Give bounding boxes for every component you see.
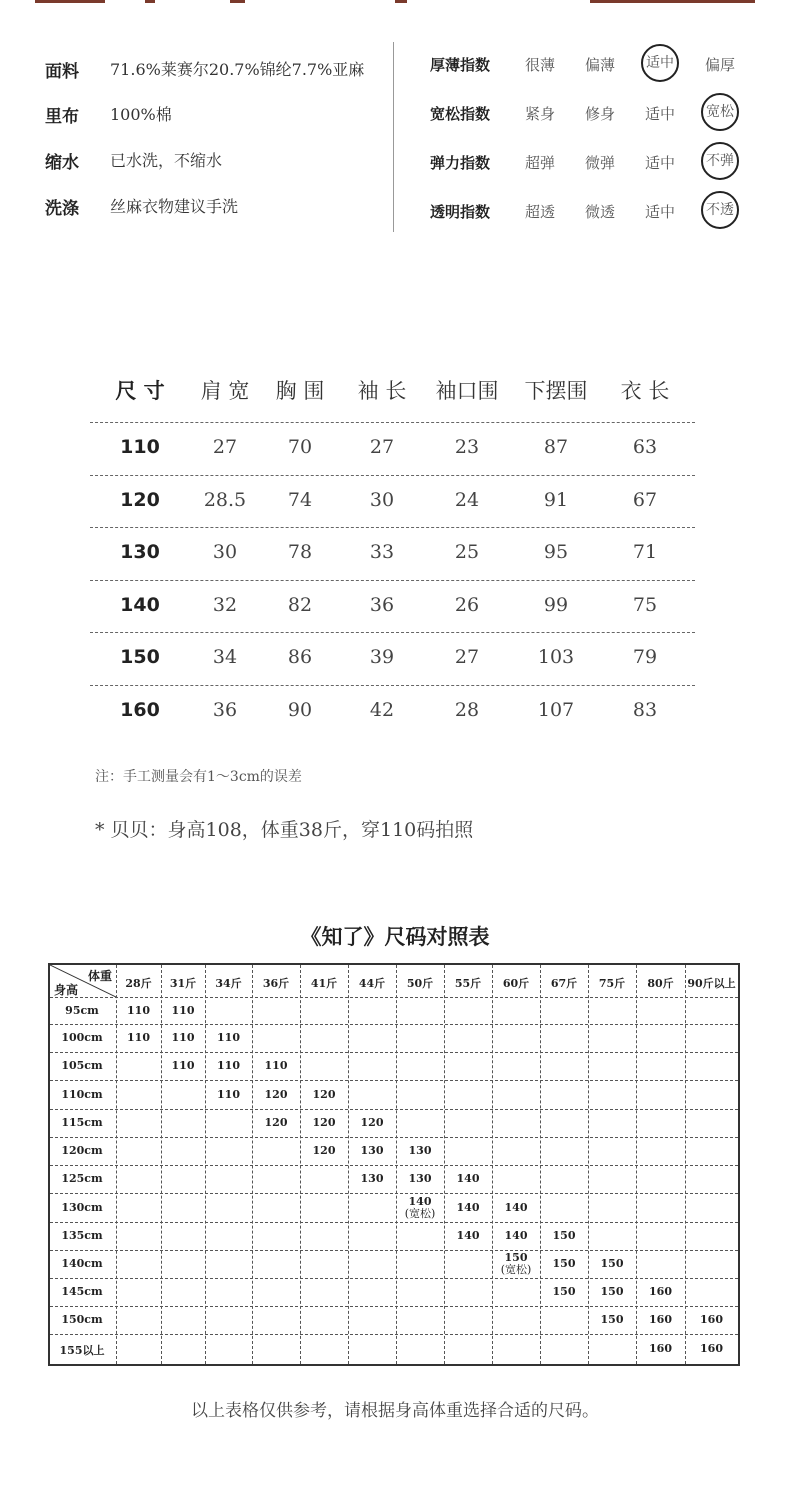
size-recommendation-cell: 130 — [408, 1172, 432, 1185]
size-recommendation-cell: 120 — [312, 1116, 336, 1129]
grid-row-line — [50, 1334, 738, 1335]
index-option: 微弹 — [584, 154, 615, 172]
size-recommendation-cell: 160 — [700, 1342, 723, 1355]
size-table-row — [90, 422, 695, 474]
height-label: 155以上 — [59, 1344, 105, 1357]
size-recommendation-cell: 160 — [700, 1313, 723, 1326]
index-option-selected: 适中 — [641, 44, 679, 82]
size-cell: 107 — [537, 698, 575, 721]
size-recommendation-cell: 150 — [552, 1257, 576, 1270]
size-cell: 140 — [120, 593, 160, 616]
size-recommendation-cell: 120 — [360, 1116, 384, 1129]
size-table-header: 袖口围 — [435, 379, 499, 403]
size-table-row — [90, 580, 695, 632]
size-recommendation-cell: 140 — [456, 1200, 480, 1214]
weight-header: 55斤 — [454, 977, 482, 990]
grid-row-line — [50, 1024, 738, 1025]
height-label: 95cm — [65, 1003, 99, 1017]
size-cell: 30 — [212, 541, 238, 563]
size-recommendation-cell: 110 — [127, 1003, 150, 1017]
index-option: 紧身 — [524, 105, 555, 123]
weight-header: 28斤 — [125, 977, 152, 990]
index-label: 透明指数 — [430, 203, 491, 221]
size-cell: 34 — [212, 646, 238, 668]
fabric-value: 100%棉 — [110, 105, 172, 124]
index-option: 适中 — [644, 105, 675, 123]
weight-header: 60斤 — [502, 977, 530, 990]
size-recommendation-cell: 120 — [312, 1144, 336, 1157]
grid-row-line — [50, 1052, 738, 1053]
size-cell: 160 — [120, 698, 160, 721]
index-option: 偏厚 — [704, 56, 735, 74]
size-cell: 83 — [632, 698, 658, 721]
size-cell: 70 — [287, 436, 313, 458]
fabric-value: 71.6%莱赛尔20.7%锦纶7.7%亚麻 — [110, 60, 365, 79]
index-row — [430, 50, 750, 80]
index-option-selected: 宽松 — [701, 93, 739, 131]
index-option: 修身 — [584, 105, 615, 123]
top-accent-bar — [0, 0, 790, 4]
size-table-header: 衣 长 — [620, 379, 670, 403]
index-label: 厚薄指数 — [430, 56, 491, 74]
footer-note: 以上表格仅供参考，请根据身高体重选择合适的尺码。 — [191, 1401, 599, 1421]
size-cell: 150 — [120, 646, 160, 668]
corner-height-label: 身高 — [54, 983, 79, 997]
size-cell: 26 — [454, 593, 480, 616]
grid-row-line — [50, 1165, 738, 1166]
grid-row-line — [50, 1306, 738, 1307]
size-cell: 36 — [212, 698, 238, 721]
size-recommendation-cell: 110 — [171, 1031, 195, 1044]
grid-row-line — [50, 1222, 738, 1223]
size-table-row — [90, 527, 695, 579]
size-cell: 27 — [369, 436, 395, 458]
height-label: 145cm — [61, 1285, 103, 1298]
grid-row-line — [50, 1109, 738, 1110]
grid-row-line — [50, 1137, 738, 1138]
size-cell: 27 — [212, 436, 238, 458]
size-cell: 39 — [369, 646, 395, 668]
size-cell: 42 — [369, 698, 395, 721]
size-cell: 23 — [454, 436, 480, 458]
grid-row-line — [50, 1193, 738, 1194]
size-cell: 78 — [287, 541, 313, 563]
index-option-selected: 不弹 — [701, 142, 739, 180]
size-table-header: 袖 长 — [357, 379, 407, 403]
size-recommendation-cell: 150 — [552, 1285, 576, 1298]
size-cell: 36 — [369, 593, 395, 616]
weight-header: 75斤 — [598, 977, 626, 990]
fabric-label: 里布 — [45, 107, 79, 127]
size-cell: 95 — [543, 541, 569, 563]
index-row — [430, 99, 750, 129]
grid-row-line — [50, 997, 738, 998]
size-recommendation-cell: 140 (宽松) — [404, 1194, 436, 1220]
size-cell: 33 — [369, 541, 395, 563]
size-cell: 99 — [543, 593, 569, 616]
weight-header: 90斤以上 — [687, 977, 736, 990]
size-table-header: 下摆围 — [524, 379, 588, 403]
size-table-header: 胸 围 — [275, 379, 325, 403]
index-option: 适中 — [644, 203, 675, 221]
size-table-row — [90, 632, 695, 684]
size-cell: 28 — [454, 698, 480, 721]
index-option-selected: 不透 — [701, 191, 739, 229]
size-cell: 87 — [543, 436, 569, 458]
weight-header: 44斤 — [358, 977, 386, 990]
weight-header: 67斤 — [550, 977, 578, 990]
size-recommendation-cell: 150 — [600, 1257, 624, 1270]
size-recommendation-cell: 110 — [171, 1059, 195, 1072]
size-recommendation-cell: 160 — [649, 1342, 672, 1355]
index-option: 适中 — [644, 154, 675, 172]
index-row — [430, 148, 750, 178]
size-table-header: 肩 宽 — [200, 379, 250, 403]
size-recommendation-cell: 110 — [217, 1031, 240, 1044]
index-option: 很薄 — [524, 56, 555, 74]
size-recommendation-cell: 120 — [264, 1116, 288, 1129]
size-recommendation-cell: 140 — [456, 1172, 480, 1185]
index-option: 超透 — [524, 203, 555, 221]
size-cell: 74 — [287, 488, 313, 511]
size-cell: 27 — [454, 646, 480, 668]
size-recommendation-cell: 120 — [264, 1087, 288, 1101]
fabric-value: 已水洗，不缩水 — [110, 151, 223, 170]
corner-weight-label: 体重 — [88, 969, 113, 983]
size-cell: 30 — [369, 488, 395, 511]
size-recommendation-cell: 150 — [552, 1229, 576, 1242]
size-cell: 71 — [632, 541, 658, 563]
index-row — [430, 197, 750, 227]
size-cell: 24 — [454, 488, 480, 511]
height-label: 100cm — [61, 1031, 103, 1044]
weight-header: 36斤 — [262, 977, 290, 990]
size-table-row — [90, 685, 695, 737]
size-recommendation-cell: 120 — [312, 1087, 336, 1101]
height-label: 140cm — [61, 1257, 103, 1270]
height-label: 120cm — [61, 1144, 103, 1157]
height-label: 110cm — [61, 1087, 103, 1101]
weight-header: 80斤 — [647, 977, 674, 990]
size-recommendation-cell: 130 — [408, 1144, 432, 1157]
index-option: 超弹 — [524, 154, 555, 172]
weight-header: 41斤 — [310, 977, 338, 990]
measurement-note: 注：手工测量会有1～3cm的误差 — [95, 769, 302, 785]
size-recommendation-cell: 160 — [649, 1285, 672, 1298]
size-recommendation-cell: 140 — [504, 1200, 528, 1214]
size-cell: 130 — [120, 541, 160, 563]
weight-header: 31斤 — [169, 977, 197, 990]
size-cell: 32 — [212, 593, 238, 616]
size-cell: 103 — [537, 646, 575, 668]
height-label: 105cm — [61, 1059, 103, 1072]
conversion-title: 《知了》尺码对照表 — [300, 924, 490, 949]
size-recommendation-cell: 130 — [360, 1172, 384, 1185]
size-recommendation-cell: 140 — [504, 1229, 528, 1242]
size-recommendation-cell: 110 — [217, 1087, 240, 1101]
fabric-label: 洗涤 — [45, 199, 79, 219]
grid-row-line — [50, 1278, 738, 1279]
size-recommendation-cell: 140 — [456, 1229, 480, 1242]
size-table-header: 尺 寸 — [115, 378, 165, 403]
size-recommendation-cell: 110 — [127, 1031, 150, 1044]
size-cell: 90 — [287, 698, 313, 721]
index-option: 偏薄 — [584, 56, 615, 74]
weight-header: 34斤 — [215, 977, 242, 990]
height-label: 130cm — [61, 1200, 103, 1214]
height-label: 150cm — [61, 1313, 103, 1326]
size-cell: 120 — [120, 488, 160, 511]
model-info: * 贝贝：身高108，体重38斤，穿110码拍照 — [95, 819, 474, 841]
conversion-table — [48, 963, 740, 1366]
index-option: 微透 — [584, 203, 615, 221]
section-divider — [393, 42, 394, 232]
size-recommendation-cell: 150 — [600, 1313, 624, 1326]
size-cell: 91 — [543, 488, 569, 511]
weight-header: 50斤 — [406, 977, 434, 990]
size-recommendation-cell: 110 — [264, 1059, 288, 1072]
size-cell: 79 — [632, 646, 658, 668]
size-recommendation-cell: 110 — [217, 1059, 240, 1072]
fabric-label: 缩水 — [45, 153, 79, 173]
size-recommendation-cell: 110 — [171, 1003, 195, 1017]
size-cell: 86 — [287, 646, 313, 668]
size-recommendation-cell: 150 — [600, 1285, 624, 1298]
size-recommendation-cell: 160 — [649, 1313, 672, 1326]
fabric-value: 丝麻衣物建议手洗 — [110, 197, 239, 216]
grid-row-line — [50, 1250, 738, 1251]
size-cell: 63 — [632, 436, 658, 458]
index-label: 宽松指数 — [430, 105, 491, 123]
size-cell: 82 — [287, 593, 313, 616]
index-label: 弹力指数 — [430, 154, 491, 172]
size-cell: 25 — [454, 541, 480, 563]
size-table-row — [90, 475, 695, 527]
size-cell: 67 — [632, 488, 658, 511]
height-label: 115cm — [61, 1116, 103, 1129]
size-recommendation-cell: 130 — [360, 1144, 384, 1157]
size-recommendation-cell: 150 (宽松) — [500, 1251, 532, 1276]
size-cell: 28.5 — [203, 488, 247, 511]
size-cell: 75 — [632, 593, 658, 616]
grid-row-line — [50, 1080, 738, 1081]
fabric-label: 面料 — [45, 62, 79, 82]
height-label: 125cm — [61, 1172, 103, 1185]
height-label: 135cm — [61, 1229, 103, 1242]
size-cell: 110 — [120, 436, 160, 458]
